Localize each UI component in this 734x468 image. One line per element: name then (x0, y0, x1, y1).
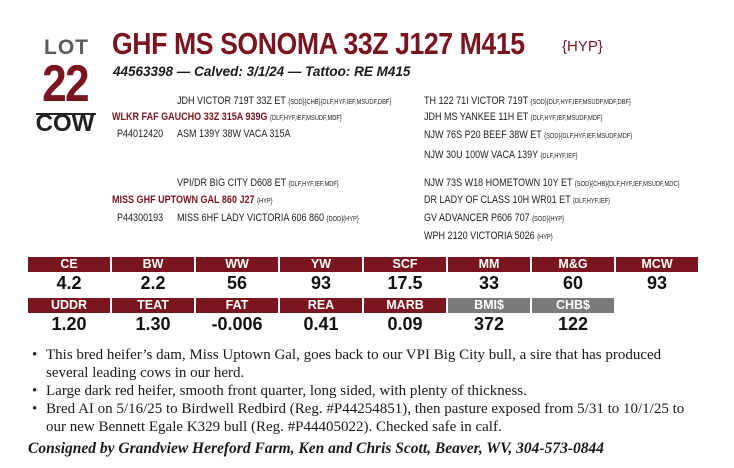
epd-value-bw: 2.2 (140, 273, 166, 293)
epd-value-ce: 4.2 (56, 273, 82, 293)
epd-header-scf: SCF (364, 257, 446, 272)
epd-value-yw: 93 (310, 273, 332, 293)
epd-value-row-2 (28, 314, 628, 336)
epd-header-bmi: BMI$ (448, 298, 530, 313)
epd-value-rea: 0.41 (303, 314, 339, 334)
epd-header-mm: MM (448, 257, 530, 272)
note-item: • Bred AI on 5/16/25 to Birdwell Redbird (Reg. #P44254851), then pasture exposed from 5/31 to 10/1/25 to our new Bennett Egale K329 bull (Reg. #P44405022). Checked safe in calf. (26, 400, 706, 436)
epd-header-yw: YW (280, 257, 362, 272)
lot-number: 22 (42, 55, 88, 113)
pedigree-dam-dam: MISS 6HF LADY VICTORIA 606 860 {DOD}{HYP} (177, 212, 359, 224)
epd-value-ww: 56 (226, 273, 248, 293)
notes-list (26, 346, 706, 436)
epd-value-uddr: 1.20 (51, 314, 87, 334)
epd-header-row-2 (28, 298, 628, 313)
epd-header-teat: TEAT (112, 298, 194, 313)
pedigree-dss: NJW 73S W18 HOMETOWN 10Y ET {SOD}{CHB}{DLF,HYF,IEF,MSUDF,MDC} (424, 177, 680, 189)
note-item: • This bred heifer’s dam, Miss Uptown Gal, goes back to our VPI Big City bull, a sire that has produced several leading cows in our herd. (26, 346, 706, 382)
animal-name: GHF MS SONOMA 33Z J127 M415 (112, 26, 525, 61)
pedigree-sds: NJW 76S P20 BEEF 38W ET {SOD}{DLF,HYF,IEF,MSUDF,MDF} (424, 129, 633, 141)
epd-header-marb: MARB (364, 298, 446, 313)
pedigree-dam-reg: P44300193 (117, 212, 164, 224)
epd-header-chb: CHB$ (532, 298, 614, 313)
pedigree-sdd: NJW 30U 100W VACA 139Y {DLF,HYF,IEF} (424, 149, 578, 161)
pedigree-sire-sire: JDH VICTOR 719T 33Z ET {SOD}{CHB}{DLF,HYF,IEF,MSUDF,DBF} (177, 95, 392, 107)
epd-header-ce: CE (28, 257, 110, 272)
epd-value-mg: 60 (562, 273, 584, 293)
epd-header-row-1 (28, 257, 708, 272)
pedigree-sire-reg: P44012420 (117, 128, 164, 140)
epd-header-mcw: MCW (616, 257, 698, 272)
pedigree-sire-dam: ASM 139Y 38W VACA 315A (177, 128, 291, 140)
epd-value-fat: -0.006 (211, 314, 263, 334)
animal-subline: 44563398 — Calved: 3/1/24 — Tattoo: RE M415 (113, 64, 411, 79)
animal-name-suffix: {HYP} (562, 38, 603, 55)
epd-value-scf: 17.5 (387, 273, 423, 293)
epd-header-uddr: UDDR (28, 298, 110, 313)
note-item: • Large dark red heifer, smooth front quarter, long sided, with plenty of thickness. (26, 382, 706, 400)
epd-value-mm: 33 (478, 273, 500, 293)
epd-value-teat: 1.30 (135, 314, 171, 334)
lot-label: LOT (44, 36, 89, 59)
epd-header-ww: WW (196, 257, 278, 272)
epd-header-mg: M&G (532, 257, 614, 272)
epd-header-bw: BW (112, 257, 194, 272)
pedigree-dds: GV ADVANCER P606 707 {SOD}{HYP} (424, 212, 565, 224)
epd-header-fat: FAT (196, 298, 278, 313)
epd-value-mcw: 93 (646, 273, 668, 293)
pedigree-dam-sire: VPI/DR BIG CITY D608 ET {DLF,HYF,IEF,MDF} (177, 177, 339, 189)
epd-value-marb: 0.09 (387, 314, 423, 334)
pedigree-dsd: DR LADY OF CLASS 10H WR01 ET {DLF,HYF,IEF} (424, 194, 611, 206)
epd-value-row-1 (28, 273, 708, 295)
pedigree-ssd: JDH MS YANKEE 11H ET {DLF,HYF,IEF,MSUDF,MDF} (424, 111, 603, 123)
epd-header-rea: REA (280, 298, 362, 313)
consigned-by: Consigned by Grandview Hereford Farm, Ken and Chris Scott, Beaver, WV, 304-573-0844 (28, 440, 604, 457)
lot-type: COW (35, 110, 95, 137)
pedigree-dam: MISS GHF UPTOWN GAL 860 J27 {HYP} (112, 194, 273, 206)
pedigree-ddd: WPH 2120 VICTORIA 5026 {HYP} (424, 230, 553, 242)
epd-value-bmi: 372 (473, 314, 505, 334)
pedigree-sire: WLKR FAF GAUCHO 33Z 315A 939G {DLF,HYF,IEF,MSUDF,MDF} (112, 111, 342, 123)
epd-value-chb: 122 (557, 314, 589, 334)
pedigree-sss: TH 122 71I VICTOR 719T {SOD}{DLF,HYF,IEF,MSUDF,MDF,DBF} (424, 95, 631, 107)
